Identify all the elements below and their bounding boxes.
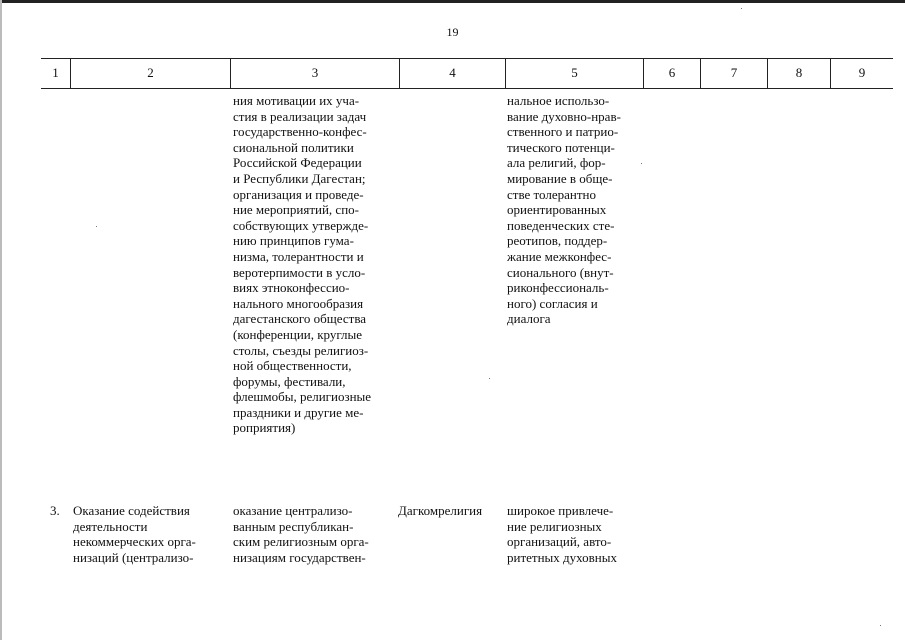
- column-header-9: 9: [858, 65, 866, 80]
- scan-speck: [880, 625, 881, 626]
- column-header-2: 2: [71, 59, 231, 88]
- page-left-edge: [0, 0, 2, 640]
- column-header-8: 8: [768, 59, 831, 88]
- row-3-col4-text: Дагкомрелигия: [398, 503, 483, 518]
- page-number: 19: [446, 25, 459, 39]
- scan-speck: [489, 378, 490, 379]
- row-3-col3-text: оказание централизо- ванным республикан- ским религиозным орга- низациям государствен-: [233, 503, 369, 565]
- page-top-edge: [0, 0, 905, 3]
- continued-row-col3-text: ния мотивации их уча- стия в реализации задач государственно-конфес- сиональной политики Российской Федерации и Республики Дагестан; организация и проведе- ние мероприятий, спо- собствующих утвержде- нию принципов гума- низма, толерантности и веротерпимости в усло- виях этноконфессио- нального многообразия дагестанского общества (конференции, круглые столы, съезды религиоз- ной общественности, форумы, фестивали, флешмобы, религиозные праздники и другие ме- роприятия): [233, 93, 372, 436]
- row-3-col5-text: широкое привлече- ние религиозных организаций, авто- ритетных духовных: [507, 503, 617, 565]
- column-header-5: 5: [506, 59, 644, 88]
- column-header-3: 3: [231, 59, 400, 88]
- table-header-row: [41, 58, 893, 89]
- column-header-6: 6: [644, 59, 701, 88]
- scan-speck: [641, 163, 642, 164]
- row-3-col2-text: Оказание содействия деятельности некоммерческих орга- низаций (централизо-: [73, 503, 196, 565]
- column-header-1: 1: [41, 59, 71, 88]
- row-number: 3.: [50, 503, 60, 518]
- column-header-4: 4: [400, 59, 506, 88]
- continued-row-col5-text: нальное использо- вание духовно-нрав- ственного и патрио- тического потенци- ала религий, фор- мирование в обще- стве толерантно ориентированных поведенческих сте- реотипов, поддер- жание межконфес- сионального (внут- риконфессиональ- ного) согласия и диалога: [507, 93, 621, 327]
- scan-speck: [741, 8, 742, 9]
- column-header-7: 7: [701, 59, 768, 88]
- scan-speck: [96, 226, 97, 227]
